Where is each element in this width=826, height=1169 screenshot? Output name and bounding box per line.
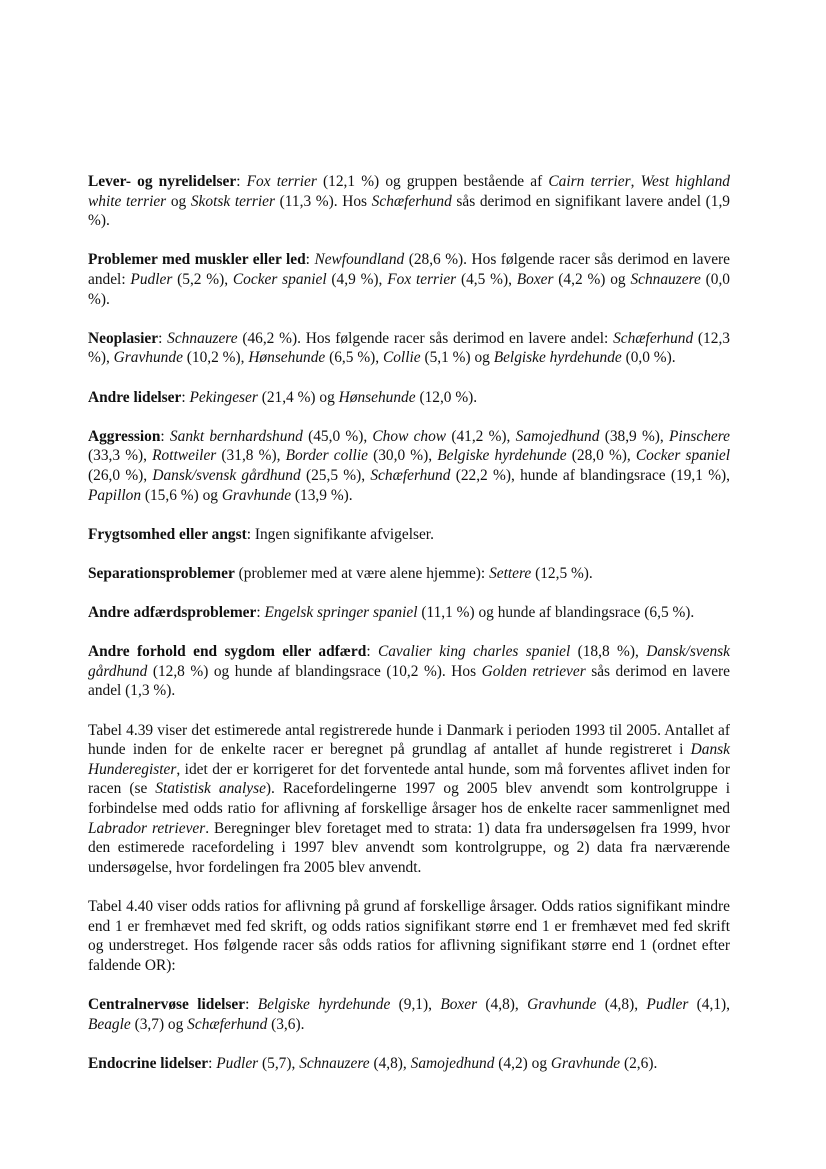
text-run: (12,5 %). [531,564,593,582]
text-run: (3,6). [267,1015,305,1033]
text-run: (12,0 %). [415,388,478,406]
breed-name: Statistisk analyse [155,780,266,798]
breed-name: Papillon [88,486,142,504]
breed-name: Cocker spaniel [232,270,327,288]
breed-name: Golden retriever [481,662,586,680]
text-run: ). Racefordelingerne 1997 og 2005 blev anvendt som kontrolgruppe i forbindelse med odds ratio for aflivning af forskellige årsager hos de enkelte racer sammenlignet med [88,780,730,817]
text-run: (6,5 %), [325,349,383,367]
text-run: (41,2 %), [446,427,516,445]
breed-name: Rottweiler [152,447,217,465]
text-run: (28,0 %), [566,447,636,465]
text-run: (22,2 %), hunde af blandingsrace (19,1 %), [450,466,730,484]
text-run: : Ingen signifikante afvigelser. [246,525,434,543]
paragraph [88,172,730,231]
breed-name: Belgiske hyrdehunde [437,447,567,465]
text-run: : [160,427,170,445]
breed-name: Chow chow [372,427,447,445]
paragraph [88,427,730,505]
text-run: (13,9 %). [291,486,353,504]
text-run: sås derimod en signifikant lavere andel (1,9 %). [88,192,730,230]
paragraph [88,329,730,368]
paragraph [88,603,730,623]
text-run: (4,8), [369,1054,411,1072]
breed-name: Schnauzere [167,329,238,347]
breed-name: Dansk Hunderegister [88,741,730,778]
text-run: og [166,192,191,210]
text-run: : [305,251,315,269]
breed-name: Collie [382,349,421,367]
text-run: (4,9 %), [326,270,388,288]
breed-name: Fox terrier [387,270,457,288]
text-run: : [236,173,247,190]
paragraph [88,388,730,408]
text-run: (11,1 %) og hunde af blandingsrace (6,5 %). [417,604,695,622]
text-run: : [181,388,190,406]
text-run: : [256,604,265,622]
breed-name: Labrador retriever [88,819,206,837]
section-heading: Lever- og nyrelidelser [88,173,237,190]
text-run: (4,1), [688,995,730,1013]
section-heading: Aggression [88,427,161,445]
breed-name: Samojedhund [515,427,600,445]
document-body [88,172,730,1093]
breed-name: Pudler [216,1054,259,1072]
section-heading: Problemer med muskler eller led [88,251,306,269]
breed-name: Boxer [516,270,554,288]
paragraph [88,995,730,1034]
text-run: : [158,329,168,347]
section-heading: Andre adfærdsproblemer [88,604,257,622]
section-heading: Neoplasier [88,329,159,347]
text-run: (12,1 %) og gruppen bestående af [316,173,549,190]
breed-name: Belgiske hyrdehunde [493,349,622,367]
text-run: (28,6 %). Hos følgende racer sås derimod en lavere andel: [88,251,730,288]
text-run: , idet der er korrigeret for det forventede antal hunde, som må forventes aflivet inden for racen (se [88,760,730,798]
text-run: (31,8 %), [216,447,286,465]
text-run: (45,0 %), [302,427,373,445]
text-run: (46,2 %). Hos følgende racer sås derimod en lavere andel: [237,329,614,347]
text-run: (33,3 %), [88,447,153,465]
paragraph [88,525,730,545]
text-run: (5,2 %), [172,270,233,288]
breed-name: Skotsk terrier [190,192,276,210]
paragraph [88,897,730,975]
text-run: (11,3 %). Hos [275,192,372,210]
breed-name: Cocker spaniel [635,447,730,465]
breed-name: Gravhunde [550,1054,621,1072]
text-run: (5,7), [258,1054,300,1072]
breed-name: Schnauzere [299,1054,370,1072]
text-run: (38,9 %), [599,427,670,445]
breed-name: Pudler [646,995,689,1013]
paragraph [88,642,730,701]
section-heading: Centralnervøse lidelser [88,995,246,1013]
text-run: (4,5 %), [456,270,517,288]
breed-name: Engelsk springer spaniel [264,604,418,622]
breed-name: Dansk/svensk gårdhund [152,466,301,484]
text-run: (12,3 %), [88,329,730,367]
text-run: (5,1 %) og [420,349,494,367]
text-run: (10,2 %), [182,349,249,367]
text-run: (4,8), [596,995,647,1013]
breed-name: Sankt bernhardshund [169,427,303,445]
breed-name: Gravhunde [527,995,597,1013]
breed-name: Settere [489,564,532,582]
section-heading: Separationsproblemer [88,564,235,582]
breed-name: Pekingeser [189,388,258,406]
breed-name: Hønsehunde [248,349,326,367]
text-run: , [630,173,641,190]
text-run: sås derimod en lavere andel (1,3 %). [88,662,731,700]
text-run: (26,0 %), [88,466,153,484]
text-run: . Beregninger blev foretaget med to strata: 1) data fra undersøgelsen fra 1999, hvor den estimerede racefordeling i 1997 blev anvendt som kontrolgruppe, og 2) data fra nærværende undersøgelse, hvor fordelingen fra 2005 blev anvendt. [88,819,730,876]
text-run: : [245,995,258,1013]
breed-name: Schæferhund [370,466,451,484]
section-heading: Andre lidelser [88,388,182,406]
text-run: (21,4 %) og [257,388,339,406]
breed-name: Gravhunde [113,349,183,367]
text-run: Tabel 4.39 viser det estimerede antal registrerede hunde i Danmark i perioden 1993 til 2005. Antallet af hunde inden for de enkelte racer er beregnet på grundlag af antallet af hunde registreret i [88,721,730,759]
breed-name: Newfoundland [314,251,405,269]
breed-name: Schæferhund [613,329,694,347]
text-run: (problemer med at være alene hjemme): [234,564,490,582]
text-run: : [208,1054,217,1072]
text-run: : [366,643,378,661]
breed-name: West highland white terrier [88,173,730,210]
breed-name: Samojedhund [410,1054,495,1072]
section-heading: Andre forhold end sygdom eller adfærd [88,643,367,661]
breed-name: Border collie [285,447,368,465]
text-run: (3,7) og [130,1015,188,1033]
text-run: (0,0 %). [88,270,731,308]
breed-name: Gravhunde [221,486,292,504]
text-run: (4,2 %) og [553,270,631,288]
paragraph [88,721,730,878]
breed-name: Schæferhund [187,1015,268,1033]
text-run: Tabel 4.40 viser odds ratios for aflivning på grund af forskellige årsager. Odds ratios signifikant mindre end 1 er fremhævet med fed skrift, og odds ratios signifikant større end 1 er fremhævet med fed skrift og understreget. Hos følgende racer sås odds ratios for aflivning signifikant større end 1 (ordnet efter faldende OR): [88,897,730,974]
breed-name: Cavalier king charles spaniel [377,643,571,661]
text-run: (0,0 %). [621,349,676,367]
breed-name: Pudler [130,270,173,288]
paragraph [88,250,730,309]
breed-name: Cairn terrier [548,173,631,190]
breed-name: Hønsehunde [338,388,416,406]
breed-name: Belgiske hyrdehunde [257,995,391,1013]
breed-name: Pinschere [669,427,730,445]
breed-name: Schnauzere [630,270,701,288]
text-run: (12,8 %) og hunde af blandingsrace (10,2 %). Hos [147,662,482,680]
breed-name: Schæferhund [371,192,452,210]
breed-name: Beagle [88,1015,131,1033]
text-run: (9,1), [390,995,441,1013]
text-run: (15,6 %) og [141,486,222,504]
section-heading: Endocrine lidelser [88,1054,209,1072]
breed-name: Dansk/svensk gårdhund [88,643,731,680]
paragraph [88,1054,730,1074]
text-run: (4,2) og [494,1054,551,1072]
breed-name: Fox terrier [246,173,317,190]
paragraph [88,564,730,584]
text-run: (4,8), [477,995,528,1013]
breed-name: Boxer [440,995,478,1013]
text-run: (18,8 %), [570,643,647,661]
text-run: (25,5 %), [300,466,371,484]
text-run: (2,6). [620,1054,658,1072]
section-heading: Frygtsomhed eller angst [88,525,247,543]
text-run: (30,0 %), [367,447,438,465]
